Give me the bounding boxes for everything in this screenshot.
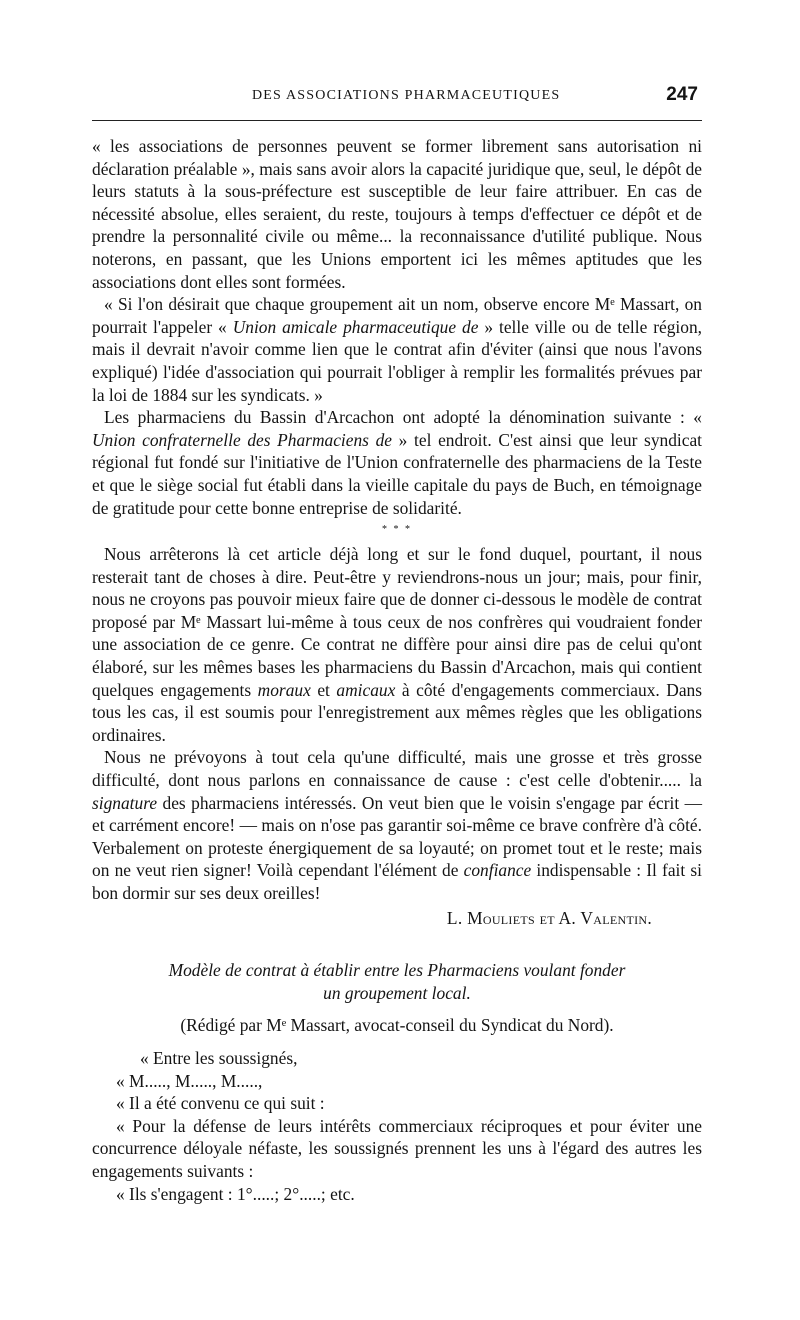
paragraph-5-text-c: indispensable : Il fait si bon dormir sur ses deux oreilles! — [92, 860, 702, 903]
page-number: 247 — [666, 84, 698, 105]
paragraph-3-text-b: » tel endroit. C'est ainsi que leur syndicat régional fut fondé sur l'initiative de l'Union confraternelle des pharmaciens de la Teste et que le siège social fut établi dans la vieille capitale du pays de Buch, en témoignage de gratitude pour cette bonne entreprise de solidarité. — [92, 429, 702, 518]
paragraph-2 — [92, 293, 702, 406]
paragraph-3-text-a: Les pharmaciens du Bassin d'Arcachon ont adopté la dénomination suivante : « — [104, 407, 702, 428]
paragraph-5-italic-2: confiance — [463, 860, 532, 881]
paragraph-4-text-c: à côté d'engagements commerciaux. Dans tous les cas, il est soumis pour l'enregistrement aux mêmes règles que les obligations ordinaires. — [92, 679, 703, 745]
paragraph-3-italic: Union confraternelle des Pharmaciens de — [92, 429, 393, 450]
header-rule — [92, 120, 702, 121]
paragraph-5-text-b: des pharmaciens intéressés. On veut bien que le voisin s'engage par écrit — et carrément encore! — mais on n'ose pas garantir soi-même ce brave confrère d'à côté. Verbalement on proteste énergiquement de sa loyauté; on promet tout et le reste; mais on ne veut rien signer! Voilà cependant l'élément de — [92, 792, 702, 881]
paragraph-5-italic-1: signature — [92, 792, 158, 813]
paragraph-2-text-b: » telle ville ou de telle région, mais il devrait n'avoir comme lien que le contrat afin d'éviter (ainsi que nous l'avons expliqué) l'idée d'association qui pourrait l'obliger à remplir les formalités prévues par la loi de 1884 sur les syndicats. » — [92, 316, 703, 405]
model-title-line-1: Modèle de contrat à établir entre les Pharmaciens voulant fonder — [168, 960, 626, 981]
running-head: DES ASSOCIATIONS PHARMACEUTIQUES — [252, 88, 561, 103]
paragraph-2-italic: Union amicale pharmaceutique de — [232, 316, 479, 337]
paragraph-4 — [92, 543, 702, 746]
paragraph-4-italic-2: amicaux — [336, 679, 396, 700]
paragraph-4-text-b: et — [310, 679, 337, 700]
model-title — [92, 959, 702, 1004]
contract-line-4: « Pour la défense de leurs intérêts commerciaux réciproques et pour éviter une concurrence déloyale néfaste, les soussignés prennent les uns à l'égard des autres les engagements suivants : — [92, 1115, 702, 1181]
model-title-line-2: un groupement local. — [323, 982, 471, 1003]
contract-line-3: « Il a été convenu ce qui suit : — [116, 1093, 325, 1114]
paragraph-3 — [92, 406, 702, 519]
contract-line-2: « M....., M....., M....., — [116, 1070, 263, 1091]
paragraph-1: « les associations de personnes peuvent se former librement sans autorisation ni déclaration préalable », mais sans avoir alors la capacité juridique que, seul, le dépôt de leurs statuts à la sous-préfecture est susceptible de leur faire attribuer. En cas de nécessité absolue, elles seraient, du reste, toujours à temps d'effectuer ce dépôt et de prendre la personnalité civile ou même... la reconnaissance d'utilité publique. Nous noterons, en passant, que les Unions emportent ici les mêmes aptitudes que les associations dont elles sont formées. — [92, 136, 702, 292]
page-header — [92, 86, 702, 110]
author-signature: L. Mouliets et A. Valentin. — [446, 907, 652, 928]
model-subtitle: (Rédigé par Mᵉ Massart, avocat-conseil du Syndicat du Nord). — [180, 1015, 614, 1036]
contract-line-5: « Ils s'engagent : 1°.....; 2°.....; etc. — [116, 1183, 355, 1204]
paragraph-2-text-a: « Si l'on désirait que chaque groupement ait un nom, observe encore Mᵉ Massart, on pourrait l'appeler « — [92, 294, 702, 337]
contract-line-1: « Entre les soussignés, — [140, 1047, 298, 1068]
paragraph-4-text-a: Nous arrêterons là cet article déjà long et sur le fond duquel, pourtant, il nous resterait tant de choses à dire. Peut-être y reviendrons-nous un jour; mais, pour finir, nous ne croyons pas pouvoir mieux faire que de donner ci-dessous le modèle de contrat proposé par Mᵉ Massart lui-même à tous ceux de nos confrères qui voudraient fonder une association de ce genre. Ce contrat ne diffère pour ainsi dire pas de celui qu'ont élaboré, sur les mêmes bases les pharmaciens du Bassin d'Arcachon, mais qui contient quelques engagements — [92, 544, 702, 700]
paragraph-5 — [92, 746, 702, 904]
paragraph-4-italic-1: moraux — [257, 679, 311, 700]
section-separator: * * * — [382, 524, 412, 536]
article-body — [92, 135, 702, 1205]
paragraph-5-text-a: Nous ne prévoyons à tout cela qu'une difficulté, mais une grosse et très grosse difficulté, dont nous parlons en connaissance de cause : c'est celle d'obtenir..... la — [92, 747, 702, 791]
